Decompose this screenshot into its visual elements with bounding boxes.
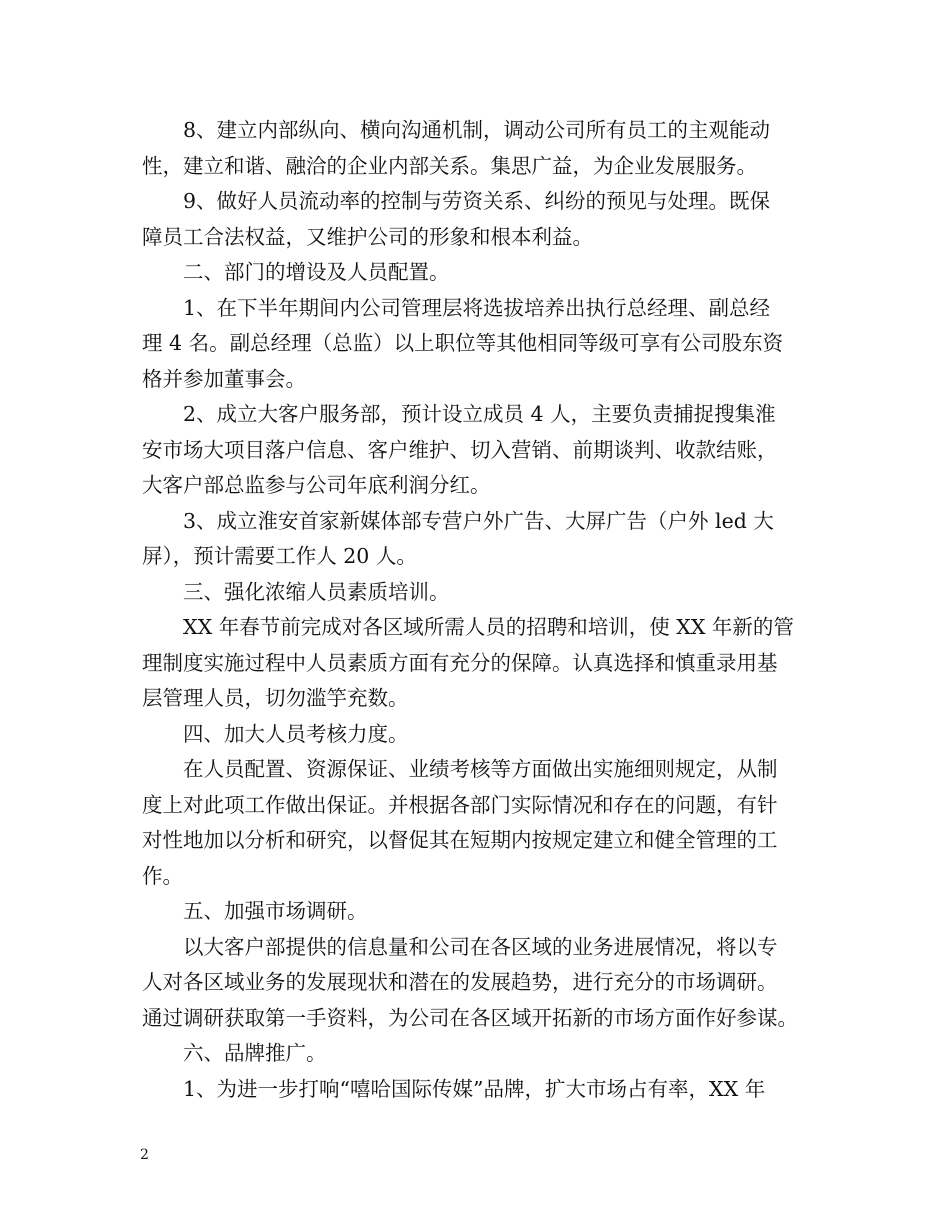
- text-line: 六、品牌推广。: [183, 1041, 327, 1065]
- page-number: 2: [140, 1147, 149, 1163]
- text-line: 理制度实施过程中人员素质方面有充分的保障。认真选择和慎重录用基: [142, 650, 778, 675]
- text-line: 格并参加董事会。: [142, 366, 306, 391]
- text-line: 人对各区域业务的发展现状和潜在的发展趋势，进行充分的市场调研。: [142, 970, 778, 994]
- text-line: 2、成立大客户服务部，预计设立成员 4 人，主要负责捕捉搜集淮: [183, 402, 776, 426]
- text-line: 以大客户部提供的信息量和公司在各区域的业务进展情况，将以专: [183, 934, 778, 959]
- text-line: 二、部门的增设及人员配置。: [183, 260, 450, 284]
- text-line: 层管理人员，切勿滥竽充数。: [142, 686, 409, 710]
- document-body: [142, 113, 810, 1107]
- text-line: 通过调研获取第一手资料，为公司在各区域开拓新的市场方面作好参谋。: [142, 1005, 798, 1030]
- text-line: 性，建立和谐、融洽的企业内部关系。集思广益，为企业发展服务。: [142, 153, 757, 178]
- text-line: 对性地加以分析和研究，以督促其在短期内按规定建立和健全管理的工: [142, 828, 778, 852]
- text-line: 9、做好人员流动率的控制与劳资关系、纠纷的预见与处理。既保: [183, 189, 771, 213]
- text-line: 屏），预计需要工作人 20 人。: [142, 544, 417, 568]
- text-line: 障员工合法权益，又维护公司的形象和根本利益。: [142, 224, 593, 249]
- text-line: 大客户部总监参与公司年底利润分红。: [142, 473, 491, 497]
- text-line: 作。: [142, 863, 183, 888]
- text-line: 8、建立内部纵向、横向沟通机制，调动公司所有员工的主观能动: [183, 118, 771, 142]
- text-line: 度上对此项工作做出保证。并根据各部门实际情况和存在的问题，有针: [142, 792, 778, 817]
- text-line: 五、加强市场调研。: [183, 899, 368, 923]
- text-line: XX 年春节前完成对各区域所需人员的招聘和培训，使 XX 年新的管: [183, 615, 794, 639]
- text-line: 在人员配置、资源保证、业绩考核等方面做出实施细则规定，从制: [183, 757, 778, 781]
- text-line: 四、加大人员考核力度。: [183, 721, 409, 746]
- text-line: 1、为进一步打响“嘻哈国际传媒”品牌，扩大市场占有率，XX 年: [183, 1076, 766, 1101]
- text-line: 1、在下半年期间内公司管理层将选拔培养出执行总经理、副总经: [183, 295, 771, 320]
- text-line: 安市场大项目落户信息、客户维护、切入营销、前期谈判、收款结账，: [142, 437, 778, 462]
- text-line: 理 4 名。副总经理（总监）以上职位等其他相同等级可享有公司股东资: [142, 331, 784, 355]
- text-line: 3、成立淮安首家新媒体部专营户外广告、大屏广告（户外 led 大: [183, 508, 774, 533]
- text-line: 三、强化浓缩人员素质培训。: [183, 579, 450, 604]
